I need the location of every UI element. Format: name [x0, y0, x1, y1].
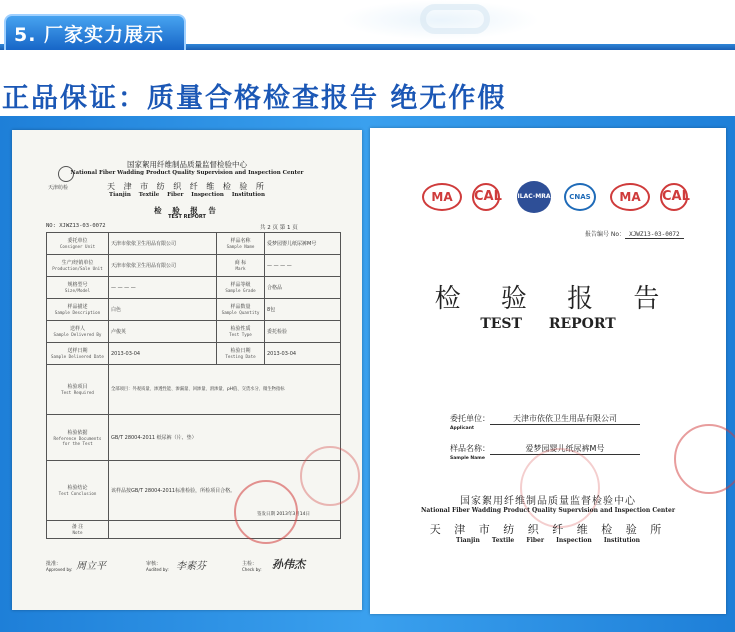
cma-logo-2-icon: MA [610, 183, 650, 211]
sample-name-field: 样品名称： 爱梦园婴儿纸尿裤M号 Sample Name [450, 443, 640, 461]
table-row [47, 233, 341, 255]
check-signature: 孙伟杰 [272, 558, 305, 571]
center-name-en: National Fiber Wadding Product Quality Supervision and Inspection Center [70, 170, 304, 176]
issue-date-label: 签发日期 [257, 512, 276, 517]
check-label-en: Check by: [242, 567, 262, 572]
row-value-2: 爱梦园婴儿纸尿裤M号 [265, 233, 341, 255]
logo-caption: 天津纺检 [48, 185, 69, 191]
top-banner [0, 0, 735, 52]
row-label-2: 商 标 Mark [217, 255, 265, 277]
row-label-2: 样品等级 Sample Grade [217, 277, 265, 299]
row-value: 天津市依依卫生用品有限公司 [109, 233, 217, 255]
row-value: 天津市依依卫生用品有限公司 [109, 255, 217, 277]
row-label: 送样日期 Sample Delivered Date [47, 343, 109, 365]
row-value: 卢俊英 [109, 321, 217, 343]
table-row [47, 343, 341, 365]
center-name-cn: 国家絮用纤维制品质量监督检验中心 [460, 496, 636, 507]
ilac-mra-logo-icon: ILAC-MRA [517, 181, 551, 213]
table-row [47, 277, 341, 299]
section-tab-label: 5. 厂家实力展示 [14, 24, 165, 46]
remark-label: 备 注 Note [47, 521, 109, 539]
report-title-cn: 检 验 报 告 [434, 284, 676, 314]
official-seal-stamp [234, 480, 298, 544]
reference-value: GB/T 28004-2011 纸尿裤（片、垫） [109, 415, 341, 461]
accreditation-logos [422, 183, 692, 225]
check-label: 主检： [242, 561, 258, 567]
audited-label-en: Audited by: [146, 567, 169, 572]
row-value-2: 2013-03-04 [265, 343, 341, 365]
table-row [47, 299, 341, 321]
test-items-value: 全部项目：外观质量、渗透性能、渗漏量、回渗量、滑渗量、pH值、交货水分、微生物指标 [109, 365, 341, 415]
center-name-cn: 国家絮用纤维制品质量监督检验中心 [127, 160, 247, 169]
section-tab [4, 14, 186, 50]
table-row [47, 415, 341, 461]
test-report-detail-page [12, 130, 362, 610]
audited-label: 审核： [146, 561, 162, 567]
row-value-2: — — — — [265, 255, 341, 277]
row-label: 送样人 Sample Delivered By [47, 321, 109, 343]
row-value-2: 8包 [265, 299, 341, 321]
reference-label: 检验依据 Reference Documents for the Test [47, 415, 109, 461]
row-label: 样品描述 Sample Description [47, 299, 109, 321]
institute-name-en: Tianjin Textile Fiber Inspection Institution [109, 192, 265, 198]
center-name-en: National Fiber Wadding Product Quality Supervision and Inspection Center [420, 507, 676, 514]
row-label-2: 样品数量 Sample Quantity [217, 299, 265, 321]
row-label-2: 样品名称 Sample Name [217, 233, 265, 255]
page-info: 共 2 页 第 1 页 [260, 225, 298, 231]
page-headline: 正品保证：质量合格检查报告 绝无作假 [2, 83, 507, 114]
banner-swirl-decoration [420, 4, 490, 34]
cal-logo-icon: CAL [472, 183, 500, 211]
audited-signature: 李素芬 [176, 561, 206, 572]
row-label: 规格型号 Size/Model [47, 277, 109, 299]
row-label: 生产/经销单位 Production/Sale Unit [47, 255, 109, 277]
row-value: — — — — [109, 277, 217, 299]
table-row [47, 365, 341, 415]
report-title-en: TEST REPORT [168, 214, 206, 220]
institute-name-en: Tianjin Textile Fiber Inspection Institution [456, 537, 640, 544]
approved-label-en: Approved by: [46, 567, 73, 572]
row-label-2: 检验日期 Testing Date [217, 343, 265, 365]
conclusion-label: 检验结论 Test Conclusion [47, 461, 109, 521]
cal-logo-2-icon: CAL [660, 183, 688, 211]
official-seal-stamp [674, 424, 735, 494]
cma-logo-icon: MA [422, 183, 462, 211]
row-value: 2013-03-04 [109, 343, 217, 365]
institute-name-cn: 天 津 市 纺 织 纤 维 检 验 所 [107, 182, 267, 191]
table-row [47, 321, 341, 343]
row-value-2: 委托检验 [265, 321, 341, 343]
row-value-2: 合格品 [265, 277, 341, 299]
report-title-en: TEST REPORT [480, 316, 616, 332]
test-items-label: 检验项目 Test Required [47, 365, 109, 415]
row-label: 委托单位 Consigner Unit [47, 233, 109, 255]
table-row [47, 255, 341, 277]
issue-date: 2013年3月14日 [276, 512, 310, 517]
report-title-cn: 检 验 报 告 [154, 206, 220, 215]
conclusion-value: 该样品按GB/T 28004-2011标准检验，所检项目合格。 签发日期 2013年3月14日 [109, 461, 341, 521]
cnas-logo-icon: CNAS [564, 183, 596, 211]
report-number: 报告编号 No： XJWZ13-03-0072 [585, 229, 684, 238]
institute-name-cn: 天 津 市 纺 织 纤 维 检 验 所 [429, 523, 667, 536]
remark-value [109, 521, 341, 539]
test-report-cover-page [370, 128, 726, 614]
row-label-2: 检验性质 Test Type [217, 321, 265, 343]
applicant-field: 委托单位： 天津市依依卫生用品有限公司 Applicant [450, 413, 640, 431]
approved-label: 批准： [46, 561, 62, 567]
partial-seal-stamp [300, 446, 360, 506]
faded-seal-stamp [520, 448, 600, 528]
table-row [47, 521, 341, 539]
row-value: 白色 [109, 299, 217, 321]
report-number: NO: XJWZ13-03-0072 [46, 223, 106, 229]
report-table [46, 232, 341, 539]
approved-signature: 周立平 [76, 561, 106, 572]
